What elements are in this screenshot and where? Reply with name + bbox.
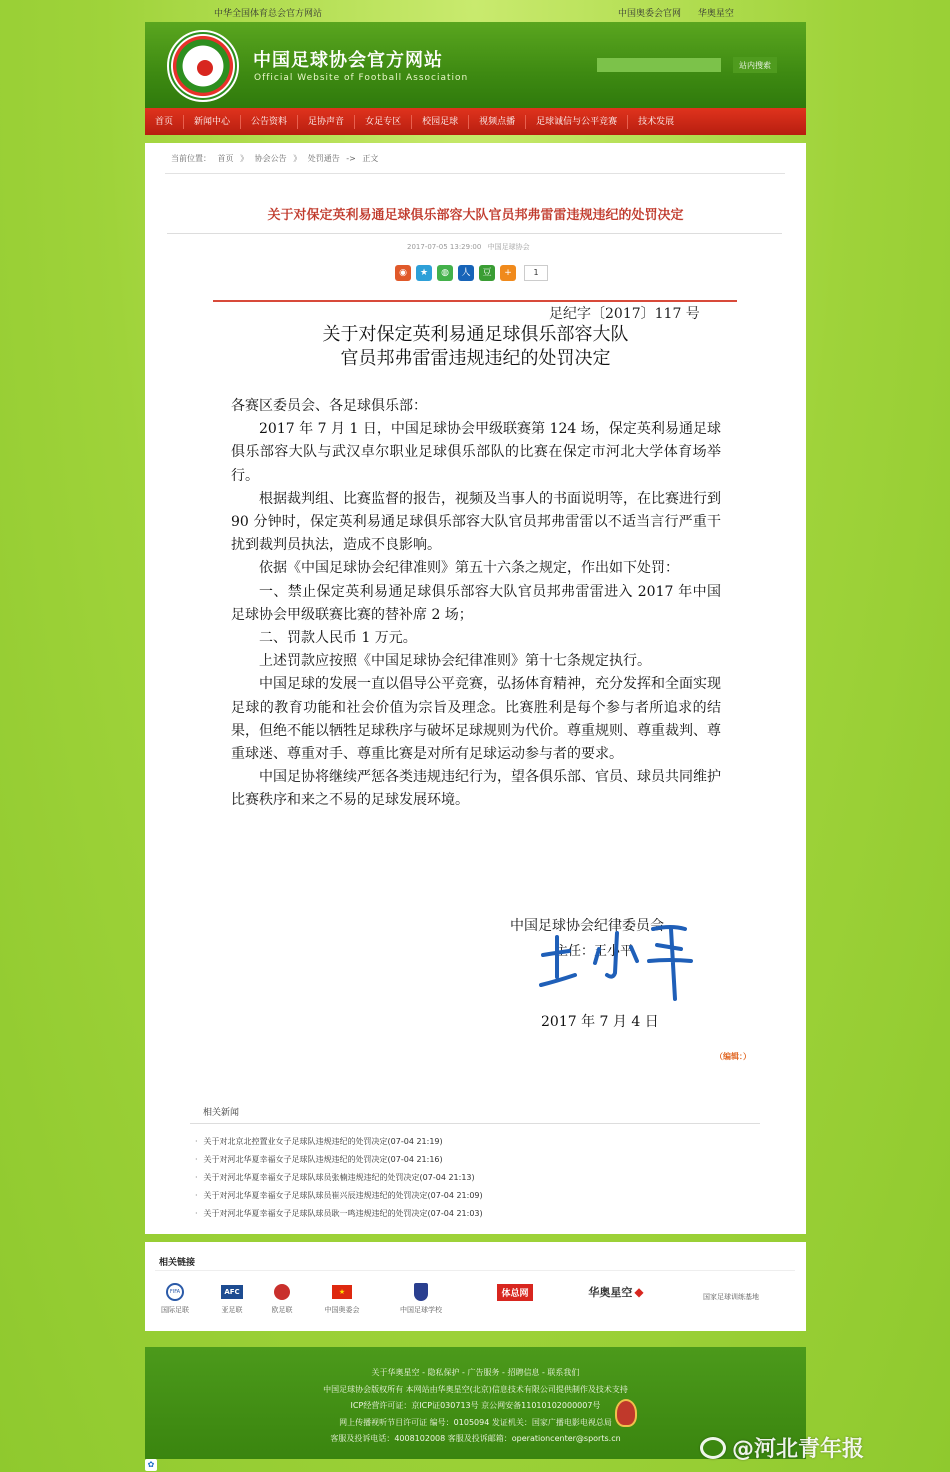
sport-gov-logo-icon: 体总网 (487, 1282, 543, 1302)
document-paragraph: 根据裁判组、比赛监督的报告，视频及当事人的书面说明等，在比赛进行到 90 分钟时，保定英利易通足球俱乐部容大队官员邦弗雷雷以不适当言行严重干扰到裁判员执法，造成不良影响。 (231, 490, 721, 554)
afc-logo-icon: AFC (215, 1282, 249, 1302)
related-news-item[interactable]: · 关于对河北华夏幸福女子足球队球员崔兴辰违规违纪的处罚决定(07-04 21:09) (195, 1187, 483, 1205)
link-label: 亚足联 (221, 1306, 243, 1314)
site-header (145, 22, 806, 108)
article-meta (407, 242, 530, 252)
nav-tech[interactable]: 技术发展 (638, 116, 675, 127)
school-crest-icon (393, 1282, 449, 1302)
document-paragraph: 2017 年 7 月 1 日，中国足球协会甲级联赛第 124 场，保定英利易通足球俱乐部容大队与武汉卓尔职业足球俱乐部队的比赛在保定市河北大学体育场举行。 (231, 421, 721, 484)
document-title (145, 323, 806, 371)
editor-note: （编辑：） (715, 1052, 751, 1061)
uefa-logo-icon (265, 1282, 299, 1302)
link-sports-cn[interactable] (583, 1282, 649, 1305)
document-paragraph: 上述罚款应按照《中国足球协会纪律准则》第十七条规定执行。 (259, 653, 651, 670)
douban-icon[interactable]: 豆 (479, 265, 495, 281)
fifa-logo-icon: FIFA (155, 1282, 195, 1302)
wechat-icon[interactable]: ◍ (437, 265, 453, 281)
breadcrumb-current: 正文 (362, 154, 379, 163)
document-salutation: 各赛区委员会、各足球俱乐部： (231, 398, 427, 414)
top-bar-links (618, 6, 748, 19)
footer-copyright: 中国足球协会版权所有 本网站由华奥星空(北京)信息技术有限公司提供制作及技术支持 (323, 1384, 628, 1394)
related-news-item[interactable]: · 关于对河北华夏幸福女子足球队球员耿一鸣违规违纪的处罚决定(07-04 21:03) (195, 1205, 483, 1223)
related-news-item[interactable]: · 关于对北京北控置业女子足球队违规违纪的处罚决定(07-04 21:19) (195, 1133, 483, 1151)
article-title: 关于对保定英利易通足球俱乐部容大队官员邦弗雷雷违规违纪的处罚决定 (267, 208, 684, 223)
document-paragraph: 中国足球的发展一直以倡导公平竞赛，弘扬体育精神，充分发挥和全面实现足球的教育功能和社会价值为宗旨及理念。比赛胜利是每个参与者所追求的结果，但绝不能以牺牲足球秩序与破坏足球规则为代价。尊重规则、尊重裁判、尊重球迷、尊重对手、尊重比赛是对所有足球运动参与者的要求。 (231, 676, 721, 763)
handwritten-signature (535, 915, 695, 1005)
police-badge-icon[interactable] (615, 1399, 637, 1427)
nav-integrity[interactable]: 足球诚信与公平竞赛 (526, 115, 628, 129)
document-paragraph: 中国足协将继续严惩各类违规违纪行为，望各俱乐部、官员、球员共同维护比赛秩序和来之不易的足球发展环境。 (231, 769, 721, 809)
footer-icp: ICP经营许可证：京ICP证030713号 京公网安备110101020000​07号 (350, 1401, 601, 1411)
nav-news[interactable]: 新闻中心 (184, 115, 241, 129)
article-panel (145, 143, 806, 1234)
site-title: 中国足球协会官方网站 (253, 50, 443, 71)
link-sport-gov[interactable] (487, 1282, 543, 1305)
link-football-school[interactable] (393, 1282, 449, 1315)
link-uefa[interactable] (265, 1282, 299, 1315)
breadcrumb-sep: 》 (293, 154, 302, 163)
nav-women[interactable]: 女足专区 (355, 115, 412, 129)
site-subtitle: Official Website of Football Association (254, 73, 469, 83)
document-body (231, 395, 721, 813)
related-links-panel (145, 1242, 806, 1331)
document-paragraph: 一、禁止保定英利易通足球俱乐部容大队官员邦弗雷雷进入 2017 年中国足球协会甲级联赛比赛的替补席 2 场； (231, 583, 721, 623)
cfa-logo-icon[interactable] (167, 30, 239, 102)
nav-notices[interactable]: 公告资料 (241, 115, 298, 129)
search-input[interactable] (597, 58, 721, 72)
link-olympic-committee[interactable] (317, 1282, 367, 1315)
article-source: 中国足球协会 (487, 243, 530, 251)
link-label: 欧足联 (271, 1306, 293, 1314)
related-news-list (195, 1133, 483, 1223)
divider (167, 233, 782, 234)
divider (190, 1123, 760, 1124)
link-label: 国家足球训练基地 (703, 1293, 759, 1301)
weibo-watermark-icon (700, 1437, 726, 1459)
nav-voice[interactable]: 足协声音 (298, 115, 355, 129)
signature-name: 主任：王小平 (555, 944, 634, 959)
document-title-line: 官员邦弗雷雷违规违纪的处罚决定 (340, 348, 611, 369)
nav-home[interactable]: 首页 (145, 115, 184, 129)
divider (165, 173, 785, 174)
footer-links[interactable]: 关于华奥星空 - 隐私保护 - 广告服务 - 招聘信息 - 联系我们 (371, 1368, 580, 1377)
divider (155, 1270, 795, 1271)
top-bar-site-link[interactable]: 中华全国体育总会官方网站 (214, 9, 323, 19)
link-training-base[interactable] (693, 1292, 769, 1302)
document-paragraph: 依据《中国足球协会纪律准则》第五十六条之规定，作出如下处罚： (259, 560, 679, 577)
document-number: 足纪字〔2017〕117 号 (549, 306, 700, 322)
footer-contact: 客服及投诉电话：4008102008 客服及投诉邮箱：operationcenter@sports.cn (330, 1434, 621, 1444)
share-count: 1 (524, 265, 548, 281)
renren-icon[interactable]: 人 (458, 265, 474, 281)
qzone-icon[interactable]: ★ (416, 265, 432, 281)
link-label: 中国奥委会 (324, 1306, 360, 1314)
footer-license: 网上传播视听节目许可证 编号：0105094 发证机关：国家广播电影电视总局 (339, 1417, 612, 1427)
top-link-sports-cn[interactable]: 华奥星空 (697, 9, 734, 19)
related-news-item[interactable]: · 关于对河北华夏幸福女子足球队违规违纪的处罚决定(07-04 21:16) (195, 1151, 483, 1169)
document-header-line (213, 300, 737, 302)
top-bar (0, 0, 950, 22)
weibo-watermark (700, 1432, 864, 1463)
watermark-text: @河北青年报 (732, 1437, 865, 1462)
signature-organization: 中国足球协会纪律委员会 (510, 918, 664, 934)
related-links-title: 相关链接 (159, 1258, 196, 1268)
weibo-icon[interactable]: ◉ (395, 265, 411, 281)
link-afc[interactable] (215, 1282, 249, 1315)
sports-cn-logo-icon: 华奥星空 ◆ (588, 1285, 644, 1299)
search-button[interactable]: 站内搜索 (733, 57, 777, 73)
breadcrumb-home[interactable]: 首页 (217, 154, 234, 163)
article-date: 2017-07-05 13:29:00 (407, 243, 482, 251)
more-share-icon[interactable]: + (500, 265, 516, 281)
related-news-item[interactable]: · 关于对河北华夏幸福女子足球队球员张楠违规违纪的处罚决定(07-04 21:13) (195, 1169, 483, 1187)
nav-video[interactable]: 视频点播 (469, 115, 526, 129)
paw-icon[interactable]: ✿ (145, 1459, 157, 1471)
top-link-olympic[interactable]: 中国奥委会官网 (618, 9, 682, 19)
breadcrumb-label: 当前位置： (171, 154, 211, 163)
related-news-title: 相关新闻 (203, 1108, 240, 1118)
document-title-line: 关于对保定英利易通足球俱乐部容大队 (322, 324, 629, 345)
breadcrumb-sep: -> (346, 154, 356, 163)
link-label: 国际足联 (161, 1306, 189, 1314)
share-bar (395, 265, 548, 281)
nav-campus[interactable]: 校园足球 (412, 115, 469, 129)
breadcrumb-notices[interactable]: 协会公告 (254, 154, 287, 163)
breadcrumb (171, 153, 382, 164)
china-flag-icon: ★ (317, 1282, 367, 1302)
main-nav (145, 108, 806, 135)
breadcrumb-sep: 》 (240, 154, 249, 163)
signature-date: 2017 年 7 月 4 日 (541, 1014, 659, 1030)
link-fifa[interactable] (155, 1282, 195, 1315)
breadcrumb-penalty[interactable]: 处罚通告 (307, 154, 340, 163)
link-label: 中国足球学校 (400, 1306, 442, 1314)
document-paragraph: 二、罚款人民币 1 万元。 (259, 630, 417, 647)
